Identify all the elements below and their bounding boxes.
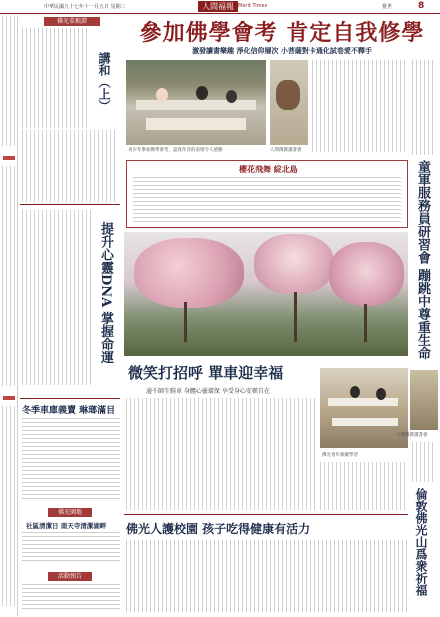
column-text-block [22, 130, 118, 202]
section-headline: 冬季車庫義賣 琳瑯滿目 [22, 406, 116, 416]
tree-trunk [294, 292, 297, 342]
exam-photo [126, 60, 266, 145]
margin-divider [3, 396, 15, 400]
child-figure [276, 80, 300, 110]
margin-text-block [2, 166, 16, 386]
photo-caption: 人間佛教讀書會 [396, 433, 428, 438]
class-photo [320, 368, 408, 448]
story-2-text-block [126, 398, 316, 510]
lecture-title: 講和（上） [97, 52, 111, 112]
lead-subtitle: 激發讀書樂趣 淨化信仰層次 小菩薩對卡通化試卷愛不釋手 [192, 47, 372, 55]
reading-photo [270, 60, 308, 145]
desk-row [328, 398, 398, 406]
section-name: 覺世 [382, 4, 393, 10]
column-text-block [22, 28, 90, 128]
column-text-block [22, 532, 120, 564]
column-text-block [412, 442, 436, 482]
page-number: 8 [418, 1, 425, 11]
desk-row [136, 100, 256, 110]
margin-divider [3, 156, 15, 160]
photo-caption: 青少年參加佛學會考，認真作答的表情令人感動 [128, 148, 223, 153]
column-text-block [22, 210, 92, 385]
right-vertical-headline: 童軍服務員研習會 蹦跳中尊重生命 [415, 160, 430, 360]
photo-caption: 人間佛教讀書會 [270, 148, 302, 153]
column-box-header: 佛光園地 [48, 508, 92, 517]
lead-text-block [312, 60, 408, 152]
column-box-header: 佛光菜根譚 [44, 17, 100, 26]
story-3-text-block [126, 540, 408, 612]
student-figure [376, 388, 386, 400]
divider [124, 514, 408, 515]
margin-text-block [2, 406, 16, 606]
issue-date: 中華民國九十七年十一月五日 星期三 [44, 4, 126, 10]
blossom-tree [134, 238, 244, 308]
desk-row [332, 418, 398, 426]
newspaper-logo-english: Merit Times [238, 3, 268, 9]
tree-trunk [184, 302, 187, 342]
page-header [0, 0, 440, 14]
blossom-tree [329, 242, 404, 306]
student-figure [156, 88, 168, 102]
desk-row [146, 118, 246, 130]
story-2-text-block [320, 462, 408, 510]
feature-box [126, 160, 408, 228]
right-vertical-headline-2: 倫敦佛光山爲衆祈福 [414, 488, 428, 596]
photo-caption: 佛光青年相聚學習 [322, 453, 358, 458]
column-text-block [22, 584, 120, 612]
story-3-headline: 佛光人護校園 孩子吃得健康有活力 [126, 522, 311, 536]
cherry-blossom-photo [124, 232, 408, 356]
blossom-tree [254, 234, 334, 294]
newspaper-logo: 人間福報 [198, 1, 238, 12]
feature-text-block [133, 177, 401, 223]
story-2-deck: 逾千師生騎車 身體心靈環保 享受身心安頓自在 [146, 388, 270, 395]
lead-headline: 參加佛學會考 肯定自我修學 [139, 20, 425, 46]
article-headline: 社區清潔日 南天寺清潔湖畔 [26, 522, 107, 530]
vertical-headline: 提升心靈DNA 掌握命運 [98, 222, 113, 364]
student-figure [226, 90, 237, 103]
column-text-block [412, 60, 436, 155]
column-text-block [22, 418, 120, 500]
divider [20, 204, 120, 205]
tree-trunk [364, 304, 367, 342]
column-box-header: 活動預告 [48, 572, 92, 581]
scout-photo [410, 370, 438, 430]
left-margin-column [0, 16, 18, 616]
student-figure [350, 386, 360, 398]
divider [20, 398, 120, 399]
student-figure [196, 86, 208, 100]
margin-text-block [2, 16, 16, 146]
feature-headline: 櫻花飛舞 綻北島 [239, 164, 298, 174]
story-2-headline: 微笑打招呼 單車迎幸福 [128, 364, 284, 382]
